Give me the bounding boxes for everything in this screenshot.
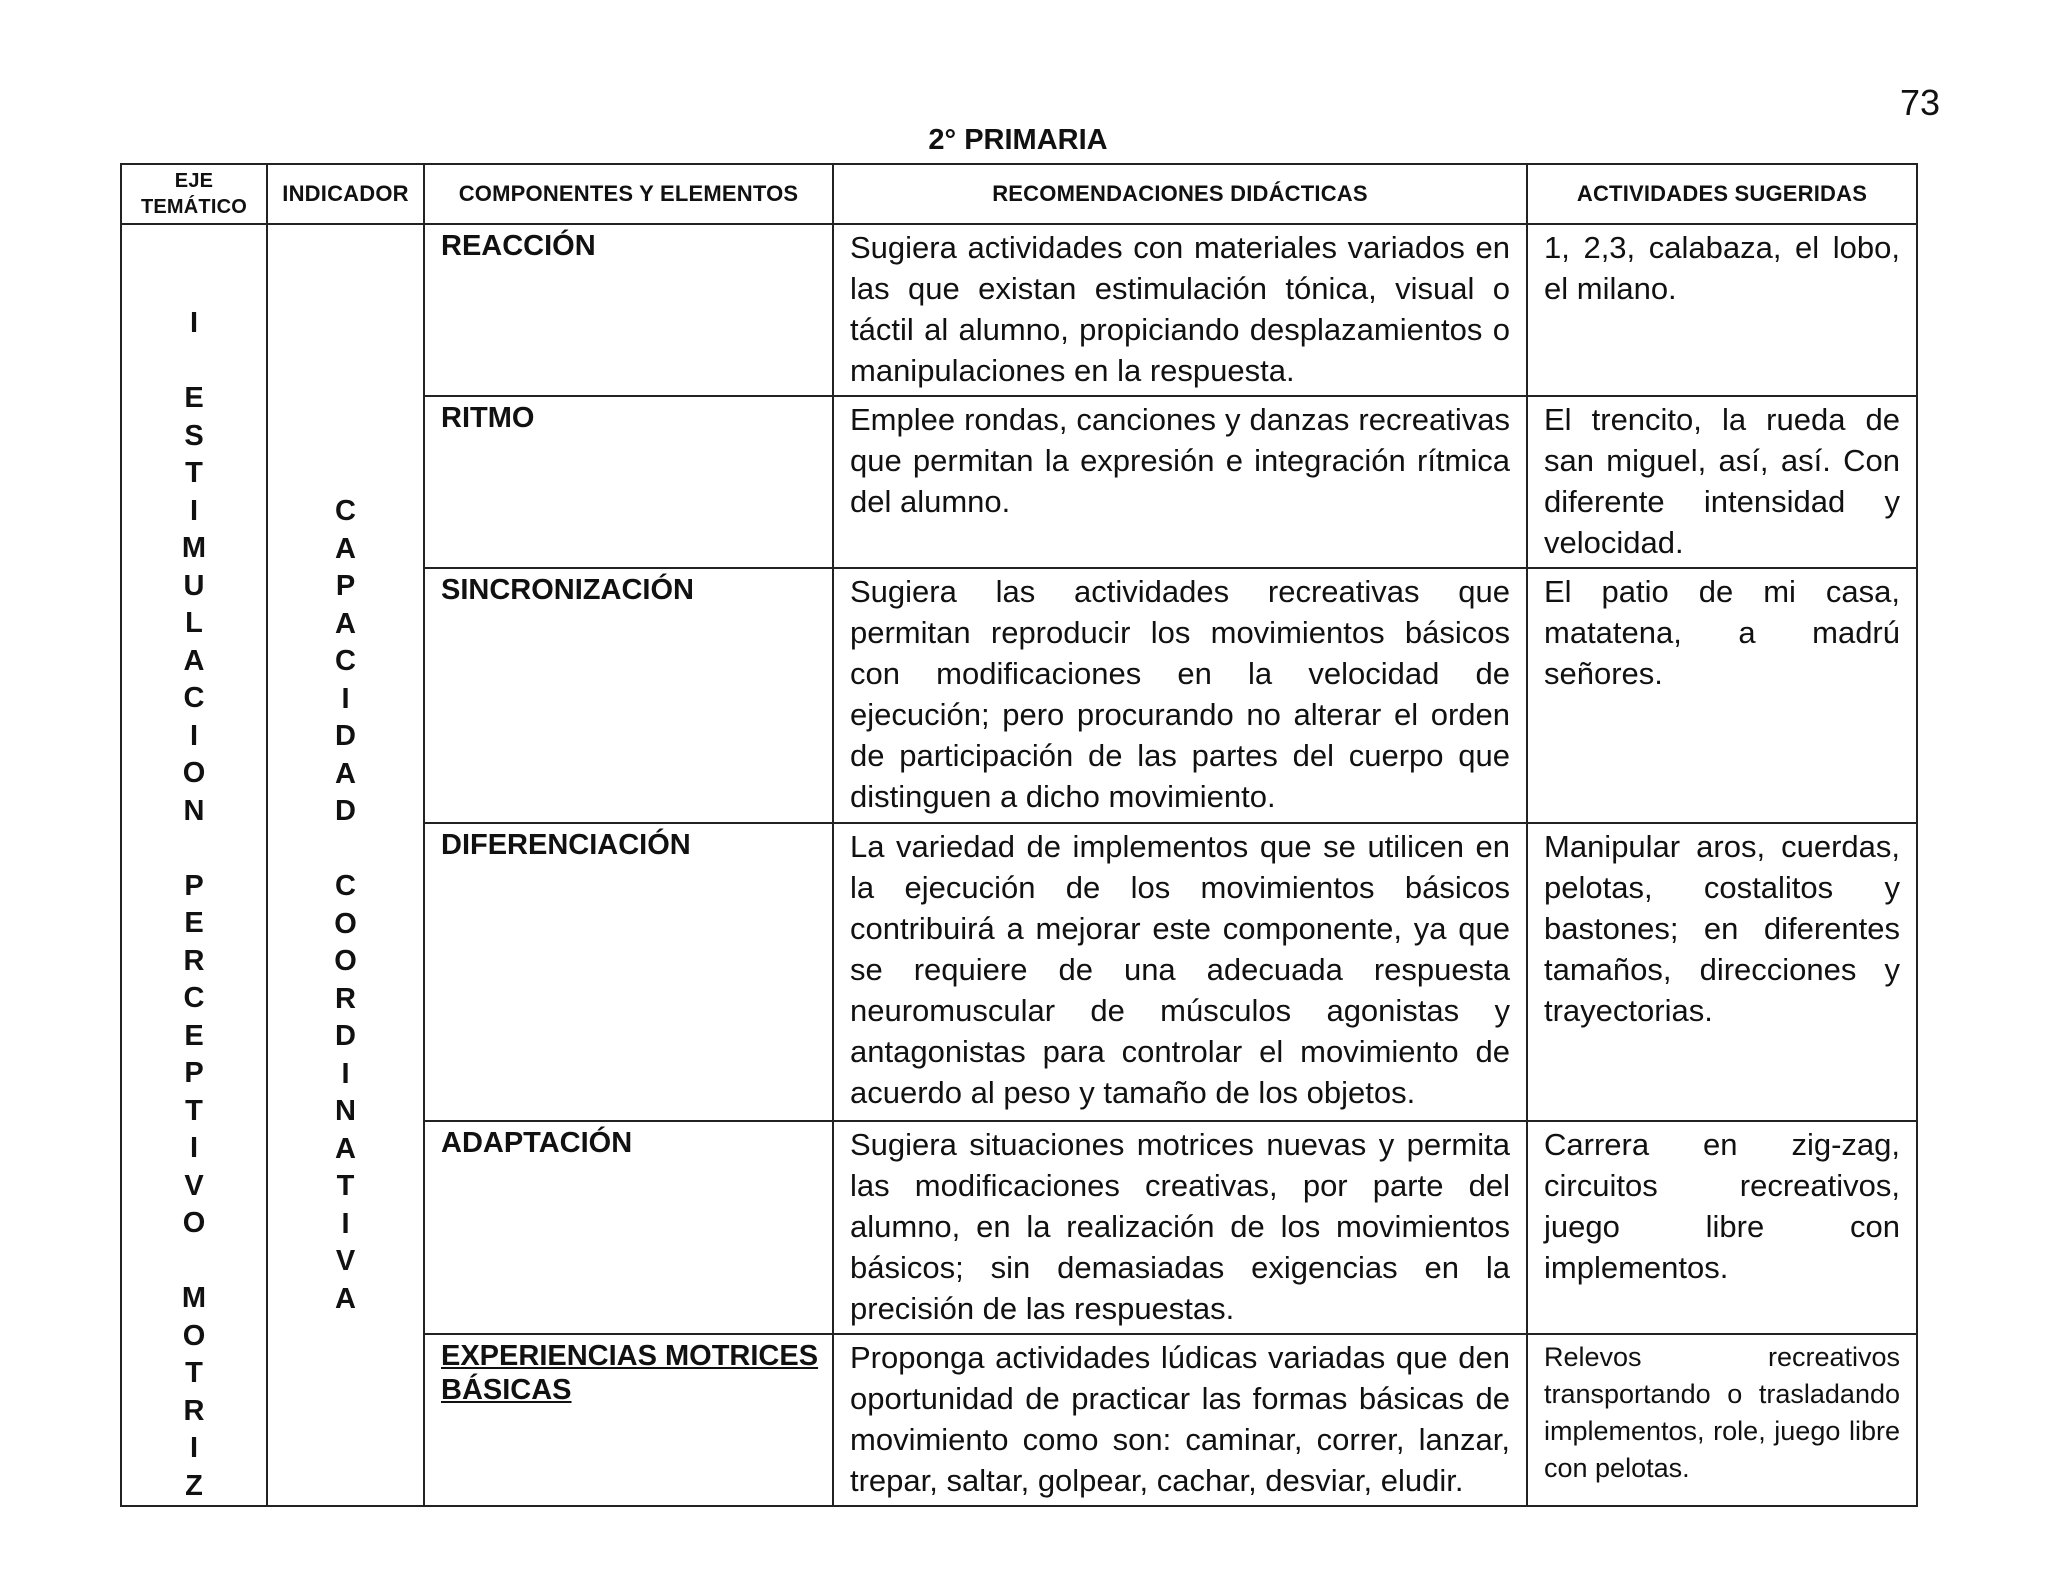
header-actividades: ACTIVIDADES SUGERIDAS bbox=[1527, 164, 1917, 224]
recomendacion-cell bbox=[833, 1334, 1527, 1506]
recomendacion-text: Emplee rondas, canciones y danzas recreativas que permitan la expresión e integración rítmica del alumno. bbox=[850, 401, 1510, 519]
actividades-cell bbox=[1527, 396, 1917, 568]
recomendacion-text: Sugiera las actividades recreativas que permitan reproducir los movimientos básicos con modificaciones en la velocidad de ejecución; pero procurando no alterar el orden de participación de las partes del cuerpo que distinguen a dicho movimiento. bbox=[850, 573, 1510, 814]
actividades-cell bbox=[1527, 1121, 1917, 1335]
page-number: 73 bbox=[1899, 82, 1940, 123]
table-header-row bbox=[121, 164, 1917, 224]
actividades-text: 1, 2,3, calabaza, el lobo, el milano. bbox=[1544, 230, 1900, 306]
componente-cell bbox=[424, 1334, 833, 1506]
eje-tematico-vertical: I E S T I M U L A C I O N P E R C E P T I V O M O T R I Z bbox=[181, 307, 207, 1502]
header-recomendaciones: RECOMENDACIONES DIDÁCTICAS bbox=[833, 164, 1527, 224]
componente-label: REACCIÓN bbox=[441, 230, 596, 262]
table-row bbox=[121, 224, 1917, 396]
indicador-vertical: C A P A C I D A D C O O R D I N A T I V A bbox=[334, 495, 357, 1315]
componente-label: ADAPTACIÓN bbox=[441, 1126, 633, 1159]
header-componentes: COMPONENTES Y ELEMENTOS bbox=[424, 164, 833, 224]
componente-cell bbox=[424, 396, 833, 568]
indicador-cell bbox=[267, 224, 424, 1506]
recomendacion-text: Proponga actividades lúdicas variadas que den oportunidad de practicar las formas básicas de movimiento como son: caminar, correr, lanzar, trepar, saltar, golpear, cachar, desviar, eludir. bbox=[850, 1340, 1510, 1499]
componente-cell bbox=[424, 568, 833, 824]
componente-cell bbox=[424, 1121, 833, 1335]
actividades-cell bbox=[1527, 1334, 1917, 1506]
header-indicador: INDICADOR bbox=[267, 164, 424, 224]
curriculum-table bbox=[120, 163, 1918, 1507]
actividades-cell bbox=[1527, 568, 1917, 824]
recomendacion-text: Sugiera actividades con materiales variados en las que existan estimulación tónica, visual o táctil al alumno, propiciando desplazamientos o manipulaciones en la respuesta. bbox=[850, 230, 1510, 388]
header-eje-tematico: EJE TEMÁTICO bbox=[121, 164, 267, 224]
eje-tematico-cell bbox=[121, 224, 267, 1506]
recomendacion-cell bbox=[833, 568, 1527, 824]
document-title: 2° PRIMARIA bbox=[928, 124, 1108, 156]
componente-label: SINCRONIZACIÓN bbox=[441, 573, 694, 606]
componente-label: RITMO bbox=[441, 401, 535, 434]
recomendacion-text: Sugiera situaciones motrices nuevas y permita las modificaciones creativas, por parte del alumno, en la realización de los movimientos básicos; sin demasiadas exigencias en la precisión de las respuestas. bbox=[850, 1126, 1510, 1326]
recomendacion-cell bbox=[833, 224, 1527, 396]
recomendacion-text: La variedad de implementos que se utilicen en la ejecución de los movimientos básicos contribuirá a mejorar este componente, ya que se requiere de una adecuada respuesta neuromuscular de músculos agonistas y antagonistas para controlar el movimiento de acuerdo al peso y tamaño de los objetos. bbox=[850, 829, 1510, 1111]
componente-label: EXPERIENCIAS MOTRICES BÁSICAS bbox=[441, 1340, 819, 1407]
actividades-text: El patio de mi casa, matatena, a madrú señores. bbox=[1544, 573, 1900, 691]
actividades-text: Relevos recreativos transportando o trasladando implementos, role, juego libre con pelotas. bbox=[1544, 1342, 1900, 1484]
actividades-cell bbox=[1527, 823, 1917, 1120]
actividades-text: Carrera en zig-zag, circuitos recreativos, juego libre con implementos. bbox=[1544, 1126, 1900, 1285]
actividades-text: El trencito, la rueda de san miguel, así, así. Con diferente intensidad y velocidad. bbox=[1544, 401, 1900, 560]
componente-cell bbox=[424, 823, 833, 1120]
componente-label: DIFERENCIACIÓN bbox=[441, 829, 691, 862]
componente-cell bbox=[424, 224, 833, 396]
recomendacion-cell bbox=[833, 396, 1527, 568]
actividades-cell bbox=[1527, 224, 1917, 396]
actividades-text: Manipular aros, cuerdas, pelotas, costalitos y bastones; en diferentes tamaños, direcciones y trayectorias. bbox=[1544, 829, 1900, 1029]
recomendacion-cell bbox=[833, 1121, 1527, 1335]
recomendacion-cell bbox=[833, 823, 1527, 1120]
